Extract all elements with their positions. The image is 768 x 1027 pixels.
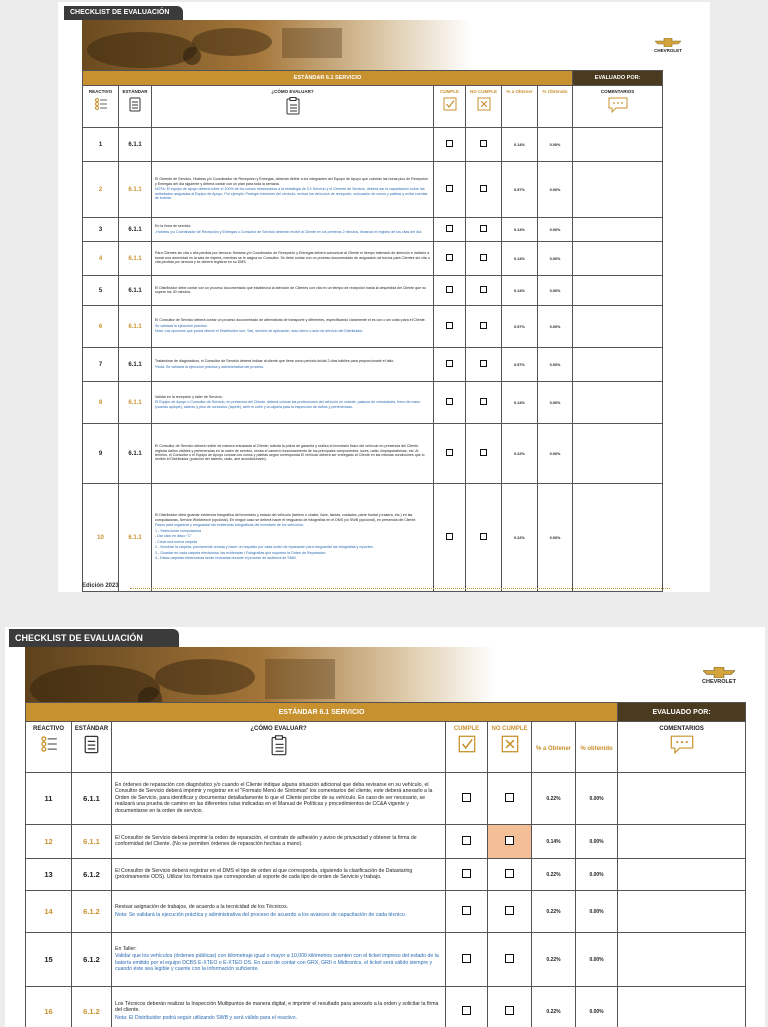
percent-obtained: 0.00% <box>538 382 573 424</box>
checklist-page-1 <box>58 2 710 592</box>
comments-cell[interactable] <box>573 348 663 382</box>
cumple-cell <box>446 825 488 859</box>
reactivo-number: 14 <box>26 891 72 933</box>
cumple-cell <box>434 276 466 306</box>
cumple-cell <box>446 773 488 825</box>
cumple-cell <box>434 162 466 218</box>
no-cumple-checkbox[interactable] <box>505 836 514 845</box>
standard-code: 6.1.1 <box>119 382 152 424</box>
description-paragraph: Los Técnicos deberán realizar la Inspección Multipuntos de manera digital, e imprimir el resultado para anexarlo a la orden y solicitar la firma del cliente. <box>115 1001 442 1014</box>
document-icon <box>129 97 141 112</box>
comment-bubble-icon <box>670 735 694 754</box>
chevrolet-bowtie-icon <box>655 38 681 47</box>
standard-code: 6.1.2 <box>72 891 112 933</box>
description-paragraph: El Consultor de Servicio deberá recibir de manera entusiasta al Cliente; solicita la póliza de garantía y realiza el inventario físico del vehículo en presencia del Cliente, registra daños visibles y pertenencias en la orden de servicio, revisa el camerío funcionamiento de los principales componentes: luces, radio, limpiaparabrisas, etc. Al término, el Consultor o el Equipo de Apoyo colocan los conos y paletas según corresponda El vehículo deberá ser entregado al Cliente en las mismas condiciones que lo recibió el Distribuidor (posición del asiento, radio, aire acondicionado). <box>155 444 430 462</box>
percent-obtained: 0.00% <box>538 306 573 348</box>
comments-cell[interactable] <box>618 773 746 825</box>
check-box-icon <box>443 97 457 111</box>
cumple-checkbox[interactable] <box>446 254 453 261</box>
no-cumple-checkbox[interactable] <box>480 533 487 540</box>
description-paragraph: Revisar asignación de trabajos, de acuerdo a la tecnicidad de los Técnicos. <box>115 904 442 911</box>
description-paragraph: El Consultor de Servicio deberá registrar en el DMS el tipo de orden al que corresponda, siguiendo la clasificación de Datastaring (próximamente ODS). Utilizar los formatos que correspondan al soporte de cada tipo de orden de Servicio y trabajo. <box>115 868 442 881</box>
comments-cell[interactable] <box>573 382 663 424</box>
cumple-cell <box>434 424 466 484</box>
cumple-checkbox[interactable] <box>462 1006 471 1015</box>
no-cumple-checkbox[interactable] <box>480 254 487 261</box>
reactivo-number: 11 <box>26 773 72 825</box>
description-paragraph: Tratándose de diagnósticos, el Consultor de Servicio deberá indicar al cliente que tiene como periodo inicial 2 días hábiles para proporcionarle el fallo. <box>155 359 430 363</box>
description-paragraph: El Distribuidor debe contar con un proceso documentado que establezca la atención de Clientes con cita en un tiempo de recepción hasta la despedida del Cliente que no supere los 30 minutos. <box>155 286 430 295</box>
comments-cell[interactable] <box>618 933 746 987</box>
comments-cell[interactable] <box>573 218 663 242</box>
reactivo-number: 16 <box>26 987 72 1027</box>
comments-cell[interactable] <box>573 242 663 276</box>
percent-obtained: 0.00% <box>538 128 573 162</box>
standard-code: 6.1.1 <box>119 484 152 592</box>
percent-to-obtain: 0.14% <box>502 218 538 242</box>
cumple-cell <box>434 306 466 348</box>
percent-to-obtain: 0.22% <box>502 424 538 484</box>
no-cumple-cell <box>466 276 502 306</box>
table-row <box>83 276 663 306</box>
description-paragraph: 4.- Estas carpetas electrónicas serán revisadas durante el proceso de auditoría de SMM <box>155 556 430 560</box>
no-cumple-cell <box>466 306 502 348</box>
table-row <box>83 162 663 218</box>
evaluation-description <box>112 891 446 933</box>
reactivo-number: 8 <box>83 382 119 424</box>
checklist-table-2 <box>25 702 746 1027</box>
table-row <box>83 382 663 424</box>
evaluation-description <box>152 306 434 348</box>
cumple-checkbox[interactable] <box>462 906 471 915</box>
chevrolet-logo <box>695 667 743 685</box>
check-box-icon <box>458 735 476 753</box>
clipboard-icon <box>286 97 300 115</box>
percent-to-obtain: 0.57% <box>502 162 538 218</box>
evaluated-by-header: EVALUADO POR: <box>618 703 746 722</box>
no-cumple-checkbox[interactable] <box>480 185 487 192</box>
col-cumple: CUMPLE <box>446 722 488 773</box>
cumple-checkbox[interactable] <box>446 286 453 293</box>
reactivo-number: 12 <box>26 825 72 859</box>
cumple-checkbox[interactable] <box>446 533 453 540</box>
description-paragraph: - Dar click en disco "C" <box>155 534 430 538</box>
evaluation-description <box>152 162 434 218</box>
percent-obtained: 0.00% <box>538 218 573 242</box>
comments-cell[interactable] <box>618 825 746 859</box>
col-reactivo: REACTIVO <box>26 722 72 773</box>
x-box-icon <box>501 735 519 753</box>
no-cumple-cell <box>488 891 532 933</box>
col-no-cumple: NO CUMPLE <box>466 86 502 128</box>
no-cumple-cell <box>466 484 502 592</box>
cumple-cell <box>434 348 466 382</box>
table-row <box>83 348 663 382</box>
description-paragraph: Validar que los vehículos (órdenes públicas) con kilometraje igual o mayor a 10,000 kilómetros cuenten con el ticket impreso del estado de la batería emitido por el equipo DCBS E-XTEO o E-XTEO DS. En caso de contar con GRX, GRII o Midtronics, el ticket será válido siempre y cuando éste sea legible y cuente con la información suficiente. <box>115 953 442 973</box>
percent-to-obtain: 0.14% <box>532 825 576 859</box>
comment-bubble-icon <box>608 97 628 113</box>
evaluation-description <box>152 242 434 276</box>
section-header: ESTÁNDAR 6.1 SERVICIO <box>26 703 618 722</box>
description-paragraph: El Consultor de Servicio deberá imprimir la orden de reparación, el contrato de adhesión y aviso de privacidad y obtener la firma de conformidad del Cliente. (No se permiten órdenes de reparación hechas a mano). <box>115 835 442 848</box>
col-comentarios: COMENTARIOS <box>618 722 746 773</box>
no-cumple-checkbox[interactable] <box>480 322 487 329</box>
description-paragraph: *Nota: Se validará la ejecución práctica y administrativa del proceso. <box>155 365 430 369</box>
percent-to-obtain: 0.57% <box>502 348 538 382</box>
table-row <box>26 987 746 1027</box>
checklist-table-1 <box>82 70 663 592</box>
evaluation-description <box>112 933 446 987</box>
col-comentarios: COMENTARIOS <box>573 86 663 128</box>
description-paragraph: Nota: Las opciones que podrá ofrecer el Distribuidor son: Taxi, servicio de aplicación, auto demo o auto de servicio del Distribuidor. <box>155 329 430 333</box>
table-row <box>83 424 663 484</box>
percent-to-obtain: 0.14% <box>502 382 538 424</box>
evaluation-description <box>152 276 434 306</box>
no-cumple-cell <box>466 128 502 162</box>
comments-cell[interactable] <box>573 484 663 592</box>
cumple-checkbox[interactable] <box>462 836 471 845</box>
no-cumple-checkbox[interactable] <box>480 398 487 405</box>
chevrolet-logo <box>648 38 688 53</box>
cumple-checkbox[interactable] <box>446 360 453 367</box>
no-cumple-checkbox[interactable] <box>480 225 487 232</box>
evaluation-description <box>112 773 446 825</box>
table-row <box>83 128 663 162</box>
percent-obtained: 0.00% <box>576 933 618 987</box>
percent-to-obtain: 0.22% <box>532 773 576 825</box>
evaluation-description <box>112 859 446 891</box>
comments-cell[interactable] <box>618 987 746 1027</box>
cumple-checkbox[interactable] <box>446 225 453 232</box>
standard-code: 6.1.1 <box>119 424 152 484</box>
standard-code: 6.1.1 <box>119 306 152 348</box>
cumple-cell <box>446 987 488 1027</box>
reactivo-number: 4 <box>83 242 119 276</box>
description-paragraph: Para Clientes sin cita o cita perdida por demora: Hostess y/o Coordinador de Recepción y Entregas deberá comunicar al Cliente el tiempo estimado de atención e invitarlo a tomar una amenidad en la sala de espera, mientras se le asigna un Consultor. Se debe contar con un proceso documentado de asignación de turnos para Clientes sin cita o cita perdida por demora y se deberá registrar en su DMS. <box>155 251 430 264</box>
col-como-evaluar: ¿CÓMO EVALUAR? <box>112 722 446 773</box>
percent-to-obtain: 0.57% <box>502 306 538 348</box>
reactivo-number: 9 <box>83 424 119 484</box>
no-cumple-checkbox[interactable] <box>505 906 514 915</box>
evaluated-by-header: EVALUADO POR: <box>573 71 663 86</box>
tab-title: CHECKLIST DE EVALUACIÓN <box>64 6 183 20</box>
no-cumple-checkbox[interactable] <box>505 954 514 963</box>
cumple-cell <box>434 218 466 242</box>
col-como-evaluar: ¿CÓMO EVALUAR? <box>152 86 434 128</box>
comments-cell[interactable] <box>618 859 746 891</box>
percent-obtained: 0.00% <box>576 859 618 891</box>
percent-obtained: 0.00% <box>576 987 618 1027</box>
percent-to-obtain: 0.14% <box>502 242 538 276</box>
col-no-cumple: NO CUMPLE <box>488 722 532 773</box>
no-cumple-cell <box>466 162 502 218</box>
cumple-cell <box>434 128 466 162</box>
description-paragraph: El Distribuidor debe guardar evidencia fotográfica del inventario y estado del vehículo (tablero o clúster, llave, llantas, costados, parte frontal y trasera, etc.) en las computadoras, Service Workbench (opcional). En ningún caso se deberá hacer el resguardo de fotografías en el DMS y/o SWB (opcional), en presencia del Cliente. <box>155 513 430 522</box>
no-cumple-cell <box>488 825 532 859</box>
description-paragraph: Nota: El Distribuidor podrá seguir utilizando SWB y será válido para el reactivo. <box>115 1015 442 1022</box>
percent-obtained: 0.00% <box>538 348 573 382</box>
standard-code: 6.1.1 <box>119 242 152 276</box>
no-cumple-cell <box>466 382 502 424</box>
edition-footer: Edición 2023 <box>82 583 119 589</box>
description-paragraph: NOTA: El equipo de apoyo deberá cubrir el 100% de los cursos relacionados a la estrategia de CX Servicio y el Gerente de Servicio, deberá dar la capacitación sobre las actividades asignadas al Equipo de Apoyo. Por ejemplo: Proteger interiores del vehículo, revisar los vehículos de recepción, colocación de conos y paletas y evitar cuentas de botella. <box>155 187 430 200</box>
evaluation-description <box>152 348 434 382</box>
description-paragraph: Validar en la recepción y taller de Servicio: <box>155 395 430 399</box>
comments-cell[interactable] <box>573 128 663 162</box>
evaluation-description <box>152 128 434 162</box>
description-paragraph: 3.- Guardar en cada carpeta electrónica, las evidencias / Fotografías que soporten la Orden de Reparación. <box>155 551 430 555</box>
no-cumple-checkbox[interactable] <box>505 793 514 802</box>
col-obtenido: % Obtenido <box>538 86 573 128</box>
percent-to-obtain: 0.22% <box>532 987 576 1027</box>
evaluation-description <box>152 424 434 484</box>
reactivo-number: 5 <box>83 276 119 306</box>
col-estandar: ESTÁNDAR <box>72 722 112 773</box>
percent-to-obtain: 0.22% <box>532 891 576 933</box>
percent-to-obtain: 0.22% <box>502 484 538 592</box>
description-paragraph: 1.- Seleccionar computadora <box>155 529 430 533</box>
reactivo-number: 6 <box>83 306 119 348</box>
reactivo-number: 1 <box>83 128 119 162</box>
table-row <box>26 825 746 859</box>
no-cumple-checkbox[interactable] <box>480 360 487 367</box>
standard-code: 6.1.1 <box>119 162 152 218</box>
table-row <box>83 218 663 242</box>
no-cumple-cell <box>488 933 532 987</box>
description-paragraph: El Equipo de Apoyo o Consultor de Servicio, en presencia del Cliente, deberá colocar las protecciones del vehículo en volante, palanca de velocidades, freno de mano (cuando aplique), asiento y piso de conductor (tapete), abrir el cofre y la cajuela para la inspección de daños y pertenencias. <box>155 400 430 409</box>
cumple-checkbox[interactable] <box>446 322 453 329</box>
comments-cell[interactable] <box>573 276 663 306</box>
no-cumple-cell <box>466 218 502 242</box>
checklist-page-2 <box>5 627 765 1027</box>
reactivo-number: 3 <box>83 218 119 242</box>
comments-cell[interactable] <box>573 306 663 348</box>
table-row <box>26 891 746 933</box>
comments-cell[interactable] <box>573 162 663 218</box>
brand-name: CHEVROLET <box>702 679 736 685</box>
comments-cell[interactable] <box>618 891 746 933</box>
footer-divider <box>130 588 670 589</box>
checklist-icon <box>94 97 108 111</box>
no-cumple-cell <box>488 773 532 825</box>
cumple-cell <box>434 382 466 424</box>
description-paragraph: El Consultor de Servicio deberá contar un proceso documentado de alternativas de transporte y diferentes, especificando claramente el es con o sin costo para el Cliente. <box>155 318 430 322</box>
standard-code: 6.1.1 <box>72 825 112 859</box>
percent-to-obtain: 0.14% <box>502 128 538 162</box>
rows-page-1 <box>83 128 663 592</box>
description-paragraph: Se validará la ejecución práctica. <box>155 324 430 328</box>
standard-code: 6.1.1 <box>119 348 152 382</box>
tab-title: CHECKLIST DE EVALUACIÓN <box>9 629 179 647</box>
percent-obtained: 0.00% <box>538 242 573 276</box>
percent-to-obtain: 0.22% <box>532 933 576 987</box>
col-obtenido: % obtenido <box>576 722 618 773</box>
description-paragraph: En Taller: <box>115 946 442 953</box>
chevrolet-bowtie-icon <box>703 667 735 678</box>
table-row <box>83 484 663 592</box>
no-cumple-cell <box>488 859 532 891</box>
percent-obtained: 0.00% <box>576 773 618 825</box>
evaluation-description <box>152 484 434 592</box>
cumple-checkbox[interactable] <box>446 398 453 405</box>
no-cumple-checkbox[interactable] <box>480 449 487 456</box>
standard-code: 6.1.2 <box>72 859 112 891</box>
header-banner-photo <box>82 20 472 70</box>
no-cumple-checkbox[interactable] <box>480 286 487 293</box>
evaluation-description <box>112 987 446 1027</box>
cumple-checkbox[interactable] <box>462 793 471 802</box>
cumple-cell <box>446 891 488 933</box>
evaluation-description <box>152 218 434 242</box>
standard-code: 6.1.2 <box>72 987 112 1027</box>
no-cumple-checkbox[interactable] <box>505 869 514 878</box>
standard-code: 6.1.2 <box>72 933 112 987</box>
description-paragraph: En órdenes de reparación con diagnóstico y/o cuando el Cliente indique alguna situación adicional que deba revisarse en su vehículo, el Consultor de Servicio deberá imprimir y registrar en el "Formato Menú de Síntomas" los comentarios del cliente, este deberá anexarlo a la Orden de Servicio, para identificar y documentar detalladamente lo que el Cliente percibe de su vehículo. En caso de ser necesario, se realizará una prueba de camino en las diferentes rutas indicadas en el Manual de Políticas y procedimientos de CC&A vigente y documentarse en la orden de servicio. <box>115 782 442 815</box>
cumple-checkbox[interactable] <box>462 954 471 963</box>
standard-code: 6.1.1 <box>119 218 152 242</box>
percent-obtained: 0.00% <box>538 276 573 306</box>
percent-obtained: 0.00% <box>538 484 573 592</box>
evaluation-description <box>112 825 446 859</box>
checklist-icon <box>40 735 58 753</box>
cumple-checkbox[interactable] <box>462 869 471 878</box>
col-obtener: % a Obtener <box>502 86 538 128</box>
cumple-checkbox[interactable] <box>446 449 453 456</box>
reactivo-number: 2 <box>83 162 119 218</box>
percent-to-obtain: 0.14% <box>502 276 538 306</box>
document-icon <box>84 735 99 754</box>
description-paragraph: - Crear una nueva carpeta <box>155 540 430 544</box>
percent-obtained: 0.00% <box>576 825 618 859</box>
description-paragraph: 2.- Nombrar la carpeta, previamente creada y hacer un respaldo por cada orden de reparación para resguardar las fotografías y reportes. <box>155 545 430 549</box>
brand-name: CHEVROLET <box>654 48 682 53</box>
standard-code: 6.1.1 <box>72 773 112 825</box>
no-cumple-cell <box>466 348 502 382</box>
col-cumple: CUMPLE <box>434 86 466 128</box>
description-paragraph: -Hostess y/o Coordinador de Recepción y Entregas o Consultor de Servicio deberán recibir al Cliente en los primeros 2 minutos, llevando el registro de los citas del día. <box>155 230 430 234</box>
cumple-cell <box>446 859 488 891</box>
table-row <box>83 242 663 276</box>
reactivo-number: 7 <box>83 348 119 382</box>
standard-code: 6.1.1 <box>119 276 152 306</box>
col-obtener: % a Obtener <box>532 722 576 773</box>
cumple-checkbox[interactable] <box>446 140 453 147</box>
section-header: ESTÁNDAR 6.1 SERVICIO <box>83 71 573 86</box>
percent-obtained: 0.00% <box>576 891 618 933</box>
table-row <box>26 773 746 825</box>
no-cumple-checkbox[interactable] <box>505 1006 514 1015</box>
evaluation-description <box>152 382 434 424</box>
cumple-cell <box>446 933 488 987</box>
percent-to-obtain: 0.22% <box>532 859 576 891</box>
description-paragraph: Pasos para organizar y resguardar las evidencias fotográficas del inventario de los vehículos: <box>155 523 430 527</box>
col-estandar: ESTÁNDAR <box>119 86 152 128</box>
comments-cell[interactable] <box>573 424 663 484</box>
table-row <box>83 306 663 348</box>
percent-obtained: 0.00% <box>538 424 573 484</box>
no-cumple-cell <box>466 424 502 484</box>
reactivo-number: 10 <box>83 484 119 592</box>
x-box-icon <box>477 97 491 111</box>
percent-obtained: 0.00% <box>538 162 573 218</box>
clipboard-icon <box>271 735 287 756</box>
description-paragraph: En la línea de servicio: <box>155 224 430 228</box>
table-row <box>26 933 746 987</box>
cumple-cell <box>434 242 466 276</box>
cumple-cell <box>434 484 466 592</box>
cumple-checkbox[interactable] <box>446 185 453 192</box>
col-reactivo: REACTIVO <box>83 86 119 128</box>
description-paragraph: Nota: Se validará la ejecución práctica y administrativa del proceso de acuerdo a los avances de capacitación de cada técnico. <box>115 912 442 919</box>
no-cumple-checkbox[interactable] <box>480 140 487 147</box>
rows-page-2 <box>26 773 746 1027</box>
standard-code: 6.1.1 <box>119 128 152 162</box>
reactivo-number: 13 <box>26 859 72 891</box>
reactivo-number: 15 <box>26 933 72 987</box>
description-paragraph: El Gerente de Servicio, Hostess y/o Coordinador de Recepción y Entregas, deberán definir a los integrantes del Equipo de Apoyo que cubrirán las horas pico de Recepción y Entregas del día siguiente y deberá contar con un plan para toda la semana. <box>155 177 430 186</box>
table-row <box>26 859 746 891</box>
no-cumple-cell <box>488 987 532 1027</box>
no-cumple-cell <box>466 242 502 276</box>
